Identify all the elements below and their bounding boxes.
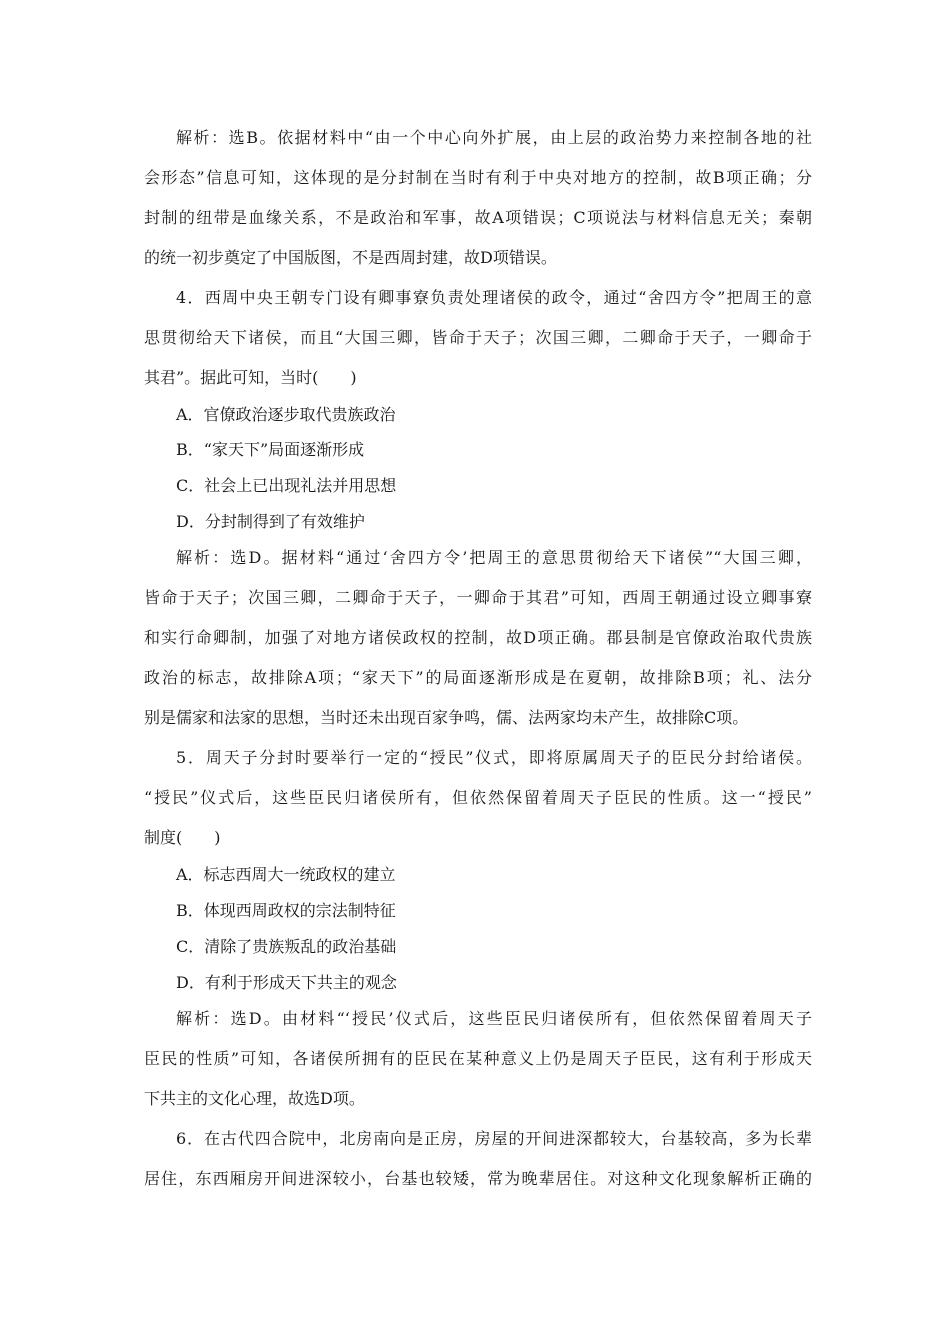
question-6-line-2: 居住，东西厢房开间进深较小，台基也较矮，常为晚辈居住。对这种文化现象解析正确的 — [144, 1169, 812, 1188]
question-5-option-c: C．清除了贵族叛乱的政治基础 — [176, 937, 397, 956]
analysis-3-line-1: 解析：选B。依据材料中“由一个中心向外扩展，由上层的政治势力来控制各地的社 — [176, 128, 812, 147]
question-4-line-1: 4．西周中央王朝专门设有卿事寮负责处理诸侯的政令，通过“舍四方令”把周王的意 — [176, 288, 812, 307]
analysis-4-line-4: 政治的标志，故排除A项；“家天下”的局面逐渐形成是在夏朝，故排除B项；礼、法分 — [144, 668, 812, 687]
question-5-line-1: 5．周天子分封时要举行一定的“授民”仪式，即将原属周天子的臣民分封给诸侯。 — [176, 748, 812, 767]
question-6-line-1: 6．在古代四合院中，北房南向是正房，房屋的开间进深都较大，台基较高，多为长辈 — [176, 1129, 812, 1148]
question-5-line-2: “授民”仪式后，这些臣民归诸侯所有，但依然保留着周天子臣民的性质。这一“授民” — [144, 788, 812, 807]
question-5-option-b: B．体现西周政权的宗法制特征 — [176, 901, 396, 920]
question-4-option-a: A．官僚政治逐步取代贵族政治 — [176, 405, 396, 424]
analysis-5-line-1: 解析：选D。由材料“‘授民’仪式后，这些臣民归诸侯所有，但依然保留着周天子 — [176, 1009, 812, 1028]
analysis-4-line-3: 和实行命卿制，加强了对地方诸侯政权的控制，故D项正确。郡县制是官僚政治取代贵族 — [144, 628, 812, 647]
question-4-option-b: B．“家天下”局面逐渐形成 — [176, 440, 365, 459]
analysis-5-line-3: 下共主的文化心理，故选D项。 — [144, 1089, 365, 1108]
analysis-3-line-3: 封制的纽带是血缘关系，不是政治和军事，故A项错误；C项说法与材料信息无关；秦朝 — [144, 208, 812, 227]
analysis-4-line-1: 解析：选D。据材料“通过‘舍四方令’把周王的意思贯彻给天下诸侯”“大国三卿， — [176, 548, 812, 567]
question-4-line-2: 思贯彻给天下诸侯，而且“大国三卿，皆命于天子；次国三卿，二卿命于天子，一卿命于 — [144, 328, 812, 347]
analysis-4-line-5: 别是儒家和法家的思想，当时还未出现百家争鸣，儒、法两家均未产生，故排除C项。 — [144, 708, 749, 727]
question-5-option-a: A．标志西周大一统政权的建立 — [176, 865, 396, 884]
question-4-option-d: D．分封制得到了有效维护 — [176, 512, 365, 531]
question-5-option-d: D．有利于形成天下共主的观念 — [176, 973, 397, 992]
analysis-3-line-4: 的统一初步奠定了中国版图，不是西周封建，故D项错误。 — [144, 248, 557, 267]
question-5-line-3: 制度( ) — [144, 828, 221, 847]
analysis-4-line-2: 皆命于天子；次国三卿，二卿命于天子，一卿命于其君”可知，西周王朝通过设立卿事寮 — [144, 588, 812, 607]
question-4-line-3: 其君”。据此可知，当时( ) — [144, 368, 357, 387]
analysis-5-line-2: 臣民的性质”可知，各诸侯所拥有的臣民在某种意义上仍是周天子臣民，这有利于形成天 — [144, 1049, 812, 1068]
question-4-option-c: C．社会上已出现礼法并用思想 — [176, 476, 397, 495]
analysis-3-line-2: 会形态”信息可知，这体现的是分封制在当时有利于中央对地方的控制，故B项正确；分 — [144, 168, 812, 187]
